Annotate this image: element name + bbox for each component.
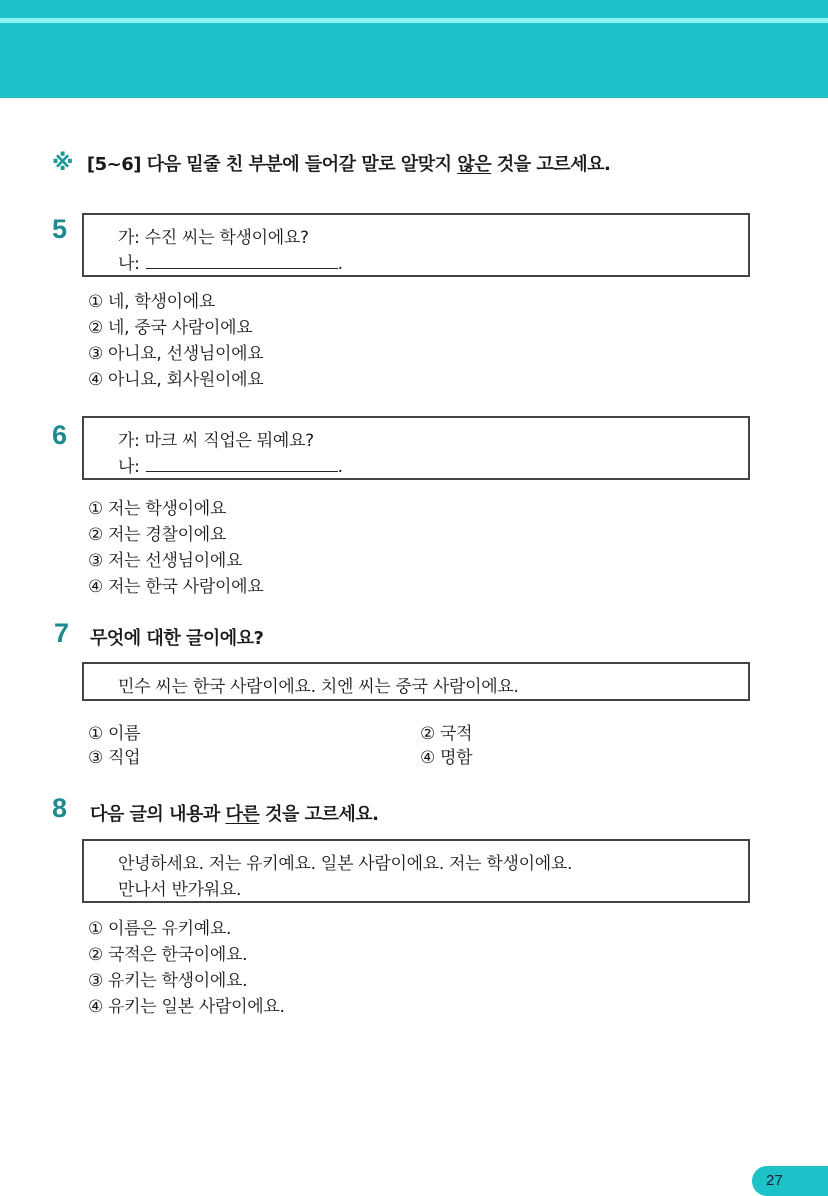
question-number: 8 bbox=[52, 793, 68, 823]
reference-mark-icon: ※ bbox=[52, 151, 73, 176]
passage-line: 만나서 반가워요. bbox=[118, 880, 242, 900]
instruction-text-end: 것을 고르세요. bbox=[491, 154, 611, 175]
answer-option[interactable]: ④ 유키는 일본 사람이에요. bbox=[88, 997, 285, 1017]
dialog-line: 나: . bbox=[118, 254, 343, 274]
dialog-box bbox=[82, 213, 750, 277]
title-emphasis: 다른 bbox=[225, 804, 260, 825]
instruction-emphasis: 않은 bbox=[457, 154, 492, 175]
dialog-line: 가: 수진 씨는 학생이에요? bbox=[118, 228, 309, 248]
dialog-box bbox=[82, 416, 750, 480]
answer-blank bbox=[146, 254, 338, 269]
passage-box bbox=[82, 839, 750, 903]
header-band bbox=[0, 23, 828, 98]
answer-option[interactable]: ① 네, 학생이에요 bbox=[88, 292, 215, 312]
answer-option[interactable]: ③ 직업 bbox=[88, 748, 141, 768]
answer-option[interactable]: ④ 명함 bbox=[420, 748, 473, 768]
answer-option[interactable]: ③ 유키는 학생이에요. bbox=[88, 971, 248, 991]
question-title: 다음 글의 내용과 다른 것을 고르세요. bbox=[90, 804, 379, 825]
answer-option[interactable]: ③ 아니요, 선생님이에요 bbox=[88, 344, 264, 364]
question-title: 무엇에 대한 글이에요? bbox=[90, 628, 264, 649]
page-number: 27 bbox=[766, 1172, 783, 1189]
answer-option[interactable]: ② 국적은 한국이에요. bbox=[88, 945, 248, 965]
answer-option[interactable]: ① 저는 학생이에요 bbox=[88, 499, 227, 519]
answer-option[interactable]: ② 네, 중국 사람이에요 bbox=[88, 318, 253, 338]
dialog-line: 나: . bbox=[118, 457, 343, 477]
instruction-text: [5~6] 다음 밑줄 친 부분에 들어갈 말로 알맞지 bbox=[86, 154, 458, 175]
passage-line: 민수 씨는 한국 사람이에요. 치엔 씨는 중국 사람이에요. bbox=[118, 677, 519, 697]
answer-option[interactable]: ② 저는 경찰이에요 bbox=[88, 525, 227, 545]
dialog-line: 가: 마크 씨 직업은 뭐예요? bbox=[118, 431, 314, 451]
header-band-top bbox=[0, 0, 828, 18]
answer-option[interactable]: ① 이름은 유키예요. bbox=[88, 919, 232, 939]
passage-line: 안녕하세요. 저는 유키예요. 일본 사람이에요. 저는 학생이에요. bbox=[118, 854, 573, 874]
answer-blank bbox=[146, 457, 338, 472]
answer-option[interactable]: ④ 저는 한국 사람이에요 bbox=[88, 577, 264, 597]
answer-option[interactable]: ④ 아니요, 회사원이에요 bbox=[88, 370, 264, 390]
question-number: 7 bbox=[54, 618, 70, 648]
page-number-tab bbox=[752, 1166, 828, 1196]
answer-option[interactable]: ③ 저는 선생님이에요 bbox=[88, 551, 243, 571]
answer-option[interactable]: ② 국적 bbox=[420, 724, 473, 744]
question-number: 6 bbox=[52, 420, 68, 450]
passage-box bbox=[82, 662, 750, 701]
answer-option[interactable]: ① 이름 bbox=[88, 724, 141, 744]
instruction bbox=[52, 150, 610, 176]
question-number: 5 bbox=[52, 214, 68, 244]
